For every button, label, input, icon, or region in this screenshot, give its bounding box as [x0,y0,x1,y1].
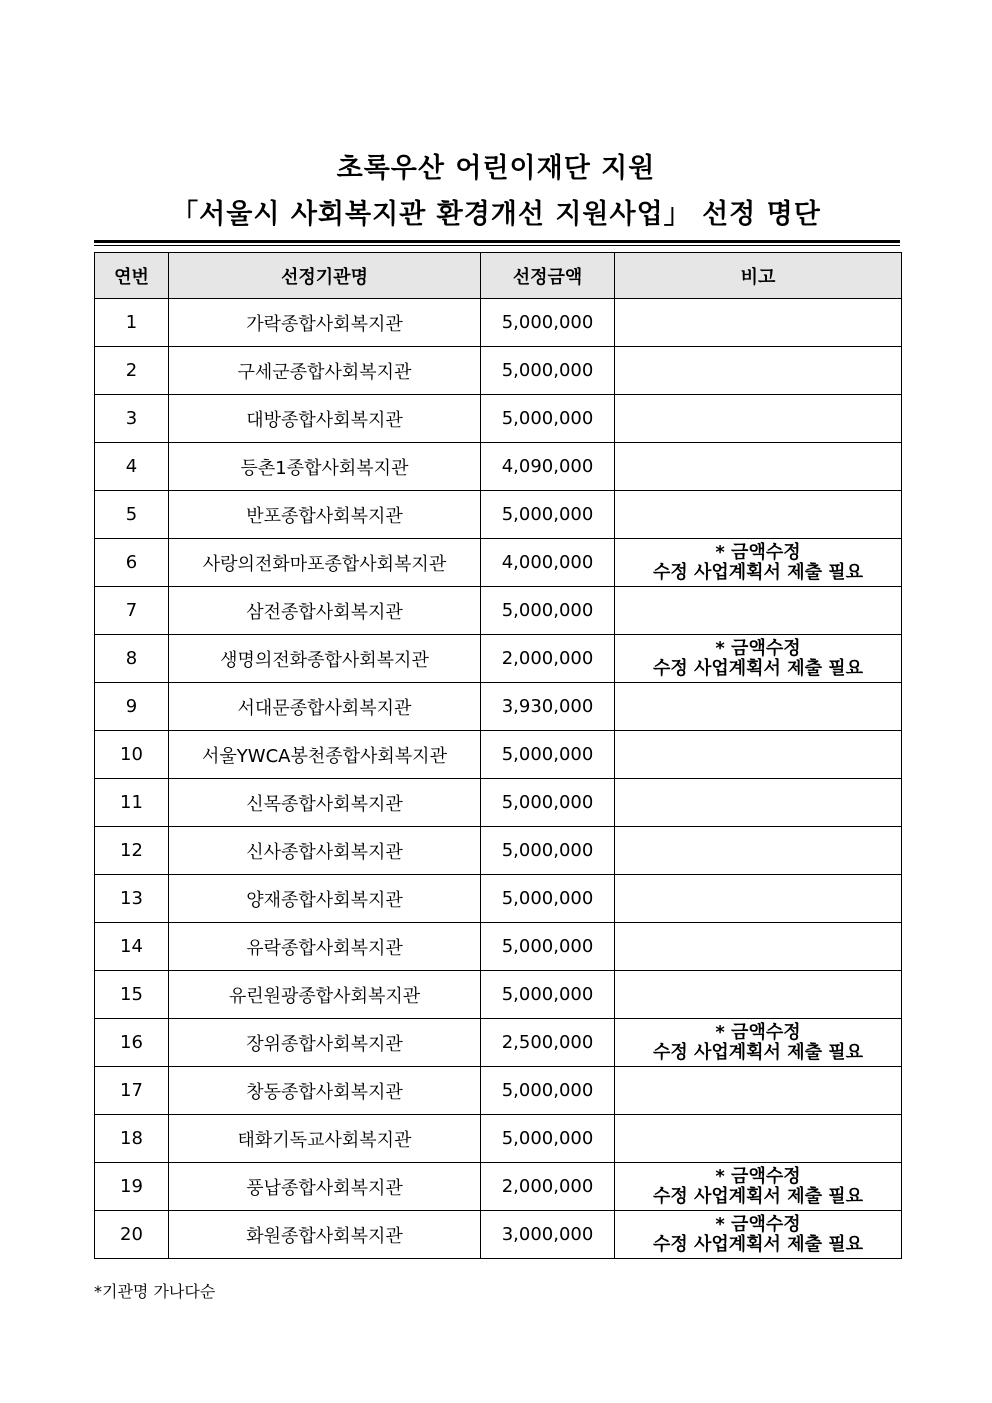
table-row [95,731,902,779]
row-number: 1 [95,299,169,347]
table-row [95,827,902,875]
remarks-line-1: * 금액수정 [715,1021,801,1043]
remarks [615,1211,902,1259]
institution-name: 화원종합사회복지관 [169,1211,481,1259]
selected-amount: 2,000,000 [481,1163,615,1211]
table-row [95,347,902,395]
header-amount: 선정금액 [481,253,615,299]
remarks-line-2: 수정 사업계획서 제출 필요 [652,561,864,583]
title-line-2: 「서울시 사회복지관 환경개선 지원사업」 선정 명단 [171,199,821,230]
row-number: 8 [95,635,169,683]
selected-amount: 5,000,000 [481,491,615,539]
remarks-line-1: * 금액수정 [715,1165,801,1187]
row-number: 5 [95,491,169,539]
selected-amount: 2,500,000 [481,1019,615,1067]
remarks [615,971,902,1019]
institution-name: 반포종합사회복지관 [169,491,481,539]
remarks-line-2: 수정 사업계획서 제출 필요 [652,1233,864,1255]
remarks [615,635,902,683]
row-number: 9 [95,683,169,731]
footnote: *기관명 가나다순 [94,1282,216,1301]
remarks [615,731,902,779]
table-row [95,1163,902,1211]
table-row [95,875,902,923]
table-row [95,635,902,683]
table-row [95,539,902,587]
institution-name: 신목종합사회복지관 [169,779,481,827]
table-row [95,683,902,731]
selected-amount: 5,000,000 [481,299,615,347]
row-number: 19 [95,1163,169,1211]
remarks [615,1067,902,1115]
remarks [615,1019,902,1067]
table-header-row [95,253,902,299]
institution-name: 등촌1종합사회복지관 [169,443,481,491]
header-remarks: 비고 [615,253,902,299]
remarks [615,587,902,635]
table-row [95,491,902,539]
remarks [615,443,902,491]
remarks-line-2: 수정 사업계획서 제출 필요 [652,1041,864,1063]
remarks [615,1163,902,1211]
institution-name: 가락종합사회복지관 [169,299,481,347]
institution-name: 장위종합사회복지관 [169,1019,481,1067]
table-row [95,1019,902,1067]
row-number: 6 [95,539,169,587]
selected-amount: 5,000,000 [481,587,615,635]
remarks-line-2: 수정 사업계획서 제출 필요 [652,1185,864,1207]
remarks-line-1: * 금액수정 [715,1213,801,1235]
row-number: 3 [95,395,169,443]
selected-amount: 4,000,000 [481,539,615,587]
remarks [615,875,902,923]
selected-amount: 5,000,000 [481,731,615,779]
institution-name: 구세군종합사회복지관 [169,347,481,395]
table-row [95,923,902,971]
selected-amount: 5,000,000 [481,1067,615,1115]
row-number: 2 [95,347,169,395]
institution-name: 양재종합사회복지관 [169,875,481,923]
header-institution: 선정기관명 [169,253,481,299]
remarks [615,347,902,395]
selected-amount: 5,000,000 [481,779,615,827]
row-number: 15 [95,971,169,1019]
selected-amount: 5,000,000 [481,923,615,971]
remarks [615,923,902,971]
table-row [95,1211,902,1259]
remarks [615,1115,902,1163]
institution-name: 서울YWCA봉천종합사회복지관 [169,731,481,779]
remarks [615,299,902,347]
selected-amount: 2,000,000 [481,635,615,683]
row-number: 17 [95,1067,169,1115]
title-rule-thick [94,240,900,243]
table-row [95,587,902,635]
selected-amount: 5,000,000 [481,875,615,923]
row-number: 13 [95,875,169,923]
remarks [615,395,902,443]
remarks [615,491,902,539]
title-line-1: 초록우산 어린이재단 지원 [336,153,656,184]
selected-amount: 5,000,000 [481,347,615,395]
table-row [95,443,902,491]
table-row [95,971,902,1019]
selected-amount: 5,000,000 [481,971,615,1019]
table-row [95,1067,902,1115]
institution-name: 생명의전화종합사회복지관 [169,635,481,683]
table-row [95,395,902,443]
remarks-line-1: * 금액수정 [715,637,801,659]
row-number: 20 [95,1211,169,1259]
institution-name: 삼전종합사회복지관 [169,587,481,635]
header-no: 연번 [95,253,169,299]
institution-name: 서대문종합사회복지관 [169,683,481,731]
document-title [0,146,992,238]
institution-name: 사랑의전화마포종합사회복지관 [169,539,481,587]
selected-amount: 3,000,000 [481,1211,615,1259]
institution-name: 풍납종합사회복지관 [169,1163,481,1211]
remarks [615,683,902,731]
row-number: 12 [95,827,169,875]
row-number: 11 [95,779,169,827]
table-row [95,299,902,347]
row-number: 18 [95,1115,169,1163]
remarks [615,539,902,587]
institution-name: 태화기독교사회복지관 [169,1115,481,1163]
row-number: 4 [95,443,169,491]
title-rule-thin [94,245,900,246]
row-number: 10 [95,731,169,779]
row-number: 7 [95,587,169,635]
institution-name: 유린원광종합사회복지관 [169,971,481,1019]
institution-name: 유락종합사회복지관 [169,923,481,971]
institution-name: 신사종합사회복지관 [169,827,481,875]
remarks-line-1: * 금액수정 [715,541,801,563]
row-number: 14 [95,923,169,971]
selected-amount: 5,000,000 [481,1115,615,1163]
remarks [615,779,902,827]
selected-amount: 5,000,000 [481,395,615,443]
selected-amount: 4,090,000 [481,443,615,491]
selection-table [94,252,902,1259]
remarks-line-2: 수정 사업계획서 제출 필요 [652,657,864,679]
selected-amount: 5,000,000 [481,827,615,875]
table-row [95,779,902,827]
institution-name: 창동종합사회복지관 [169,1067,481,1115]
remarks [615,827,902,875]
selected-amount: 3,930,000 [481,683,615,731]
table-row [95,1115,902,1163]
institution-name: 대방종합사회복지관 [169,395,481,443]
row-number: 16 [95,1019,169,1067]
